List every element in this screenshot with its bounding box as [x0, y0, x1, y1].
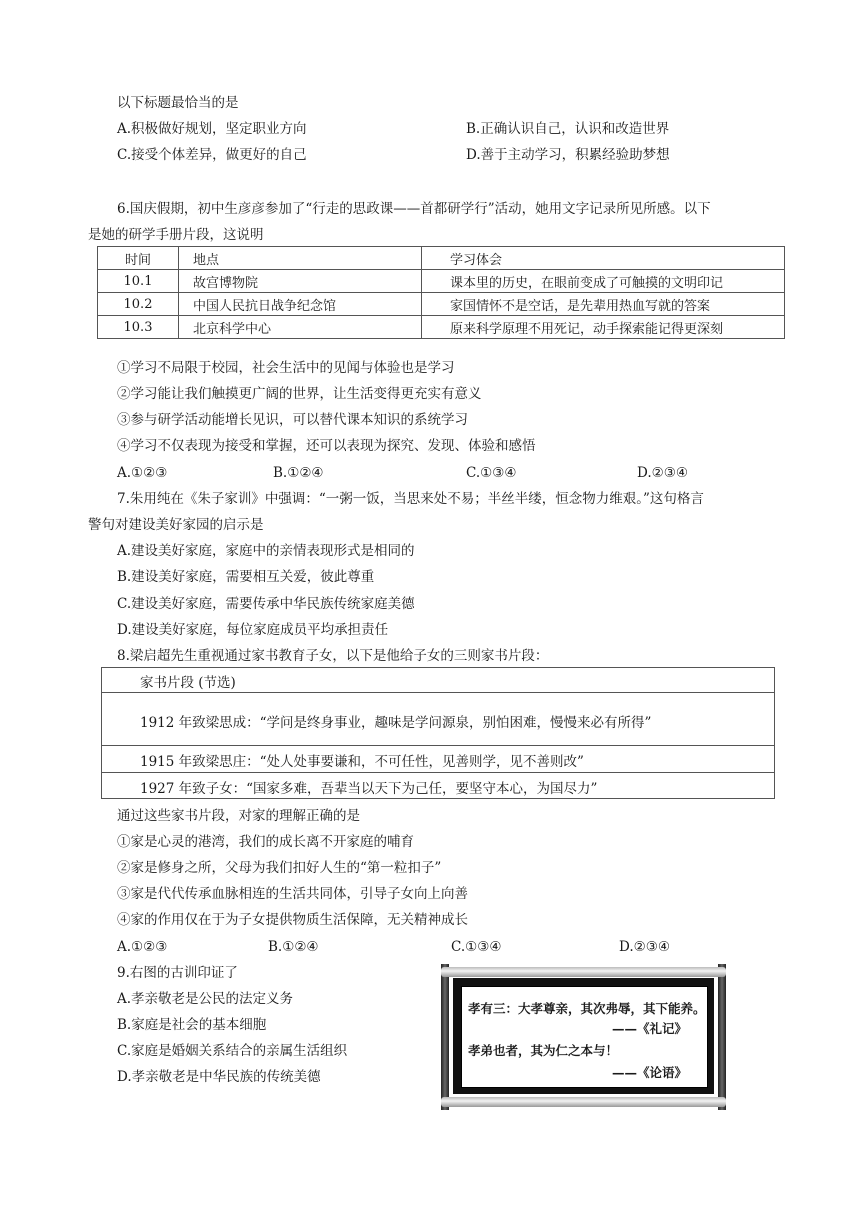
q8-statement-4: ④家的作用仅在于为子女提供物质生活保障，无关精神成长 [117, 912, 468, 928]
q6-statement-3: ③参与研学活动能增长见识，可以替代课本知识的系统学习 [117, 412, 468, 428]
letter-text: 1915 年致梁思庄：“处人处事要谦和，不可任性，见善则学，见不善则改” [140, 754, 584, 770]
q8-letter-3 [101, 773, 775, 799]
letter-text: 1927 年致子女：“国家多难，吾辈当以天下为己任，要坚守本心，为国尽力” [140, 781, 598, 797]
table-cell: 10.3 [98, 316, 179, 339]
ancient-maxim-scroll-image [441, 964, 726, 1110]
q7-stem-line1: 7.朱用纯在《朱子家训》中强调：“一粥一饭，当思来处不易；半丝半缕，恒念物力维艰。”这句格言 [117, 491, 704, 507]
q8-letters-box-title [101, 667, 775, 693]
q6-option-c[interactable]: C.①③④ [466, 465, 517, 481]
letters-box-title: 家书片段 (节选) [140, 675, 236, 691]
q9-option-a[interactable]: A.孝亲敬老是公民的法定义务 [117, 991, 294, 1007]
q9-option-c[interactable]: C.家庭是婚姻关系结合的亲属生活组织 [117, 1043, 348, 1059]
header-time: 时间 [98, 247, 179, 270]
q6-option-b[interactable]: B.①②④ [273, 465, 324, 481]
table-cell: 课本里的历史，在眼前变成了可触摸的文明印记 [422, 270, 785, 293]
table-cell: 北京科学中心 [179, 316, 422, 339]
source-liji: ——《礼记》 [612, 1021, 688, 1036]
q8-option-a[interactable]: A.①②③ [117, 939, 168, 955]
header-reflection: 学习体会 [422, 247, 785, 270]
table-row [98, 270, 785, 293]
q6-stem-line1: 6.国庆假期，初中生彦彦参加了“行走的思政课——首都研学行”活动，她用文字记录所见所感。以下 [117, 201, 711, 217]
q6-option-a[interactable]: A.①②③ [117, 465, 168, 481]
q5-option-a[interactable]: A.积极做好规划，坚定职业方向 [117, 121, 307, 137]
q6-statement-2: ②学习能让我们触摸更广阔的世界，让生活变得更充实有意义 [117, 386, 482, 402]
table-cell: 家国情怀不是空话，是先辈用热血写就的答案 [422, 293, 785, 316]
letter-text: 1912 年致梁思成：“学问是终身事业，趣味是学问源泉，别怕困难，慢慢来必有所得” [140, 715, 652, 731]
source-lunyu: ——《论语》 [612, 1065, 688, 1080]
q8-option-c[interactable]: C.①③④ [451, 939, 502, 955]
table-cell: 原来科学原理不用死记，动手探索能记得更深刻 [422, 316, 785, 339]
q7-stem-line2: 警句对建设美好家园的启示是 [88, 517, 264, 533]
q6-statement-4: ④学习不仅表现为接受和掌握，还可以表现为探究、发现、体验和感悟 [117, 438, 536, 454]
q9-option-b[interactable]: B.家庭是社会的基本细胞 [117, 1017, 267, 1033]
q5-option-c[interactable]: C.接受个体差异，做更好的自己 [117, 147, 307, 163]
scroll-bottom-rod [441, 1097, 726, 1107]
quote-liji: 孝有三：大孝尊亲，其次弗辱，其下能养。 [468, 1001, 706, 1016]
q7-option-a[interactable]: A.建设美好家庭，家庭中的亲情表现形式是相同的 [117, 543, 415, 559]
scroll-panel [453, 978, 714, 1094]
table-row [98, 316, 785, 339]
q8-statement-2: ②家是修身之所，父母为我们扣好人生的“第一粒扣子” [117, 860, 442, 876]
q9-stem: 9.右图的古训印证了 [117, 965, 238, 981]
q5-option-b[interactable]: B.正确认识自己，认识和改造世界 [466, 121, 670, 137]
q8-statement-3: ③家是代代传承血脉相连的生活共同体，引导子女向上向善 [117, 886, 468, 902]
q6-stem-line2: 是她的研学手册片段，这说明 [88, 227, 264, 243]
q5-stem: 以下标题最恰当的是 [117, 95, 239, 111]
table-header-row [98, 247, 785, 270]
q8-statement-1: ①家是心灵的港湾，我们的成长离不开家庭的哺育 [117, 834, 414, 850]
scroll-right-post [718, 964, 726, 1110]
q6-option-d[interactable]: D.②③④ [637, 465, 688, 481]
q7-option-c[interactable]: C.建设美好家庭，需要传承中华民族传统家庭美德 [117, 596, 415, 612]
q5-option-d[interactable]: D.善于主动学习，积累经验助梦想 [466, 147, 670, 163]
table-row [98, 293, 785, 316]
q8-question: 通过这些家书片段，对家的理解正确的是 [117, 808, 360, 824]
table-cell: 10.2 [98, 293, 179, 316]
q6-statement-1: ①学习不局限于校园，社会生活中的见闻与体验也是学习 [117, 360, 455, 376]
q8-option-b[interactable]: B.①②④ [268, 939, 319, 955]
scroll-top-rod [441, 967, 726, 977]
scroll-text-area [461, 986, 708, 1088]
q8-letter-1 [101, 692, 775, 746]
table-cell: 10.1 [98, 270, 179, 293]
table-cell: 中国人民抗日战争纪念馆 [179, 293, 422, 316]
q7-option-b[interactable]: B.建设美好家庭，需要相互关爱，彼此尊重 [117, 569, 375, 585]
q8-option-d[interactable]: D.②③④ [619, 939, 670, 955]
quote-lunyu: 孝弟也者，其为仁之本与！ [468, 1043, 619, 1058]
q9-option-d[interactable]: D.孝亲敬老是中华民族的传统美德 [117, 1069, 321, 1085]
q6-study-table [97, 246, 785, 339]
table-cell: 故宫博物院 [179, 270, 422, 293]
q7-option-d[interactable]: D.建设美好家庭，每位家庭成员平均承担责任 [117, 622, 389, 638]
q8-stem: 8.梁启超先生重视通过家书教育子女，以下是他给子女的三则家书片段： [117, 648, 549, 664]
header-place: 地点 [179, 247, 422, 270]
q8-letter-2 [101, 746, 775, 773]
scroll-left-post [441, 964, 449, 1110]
